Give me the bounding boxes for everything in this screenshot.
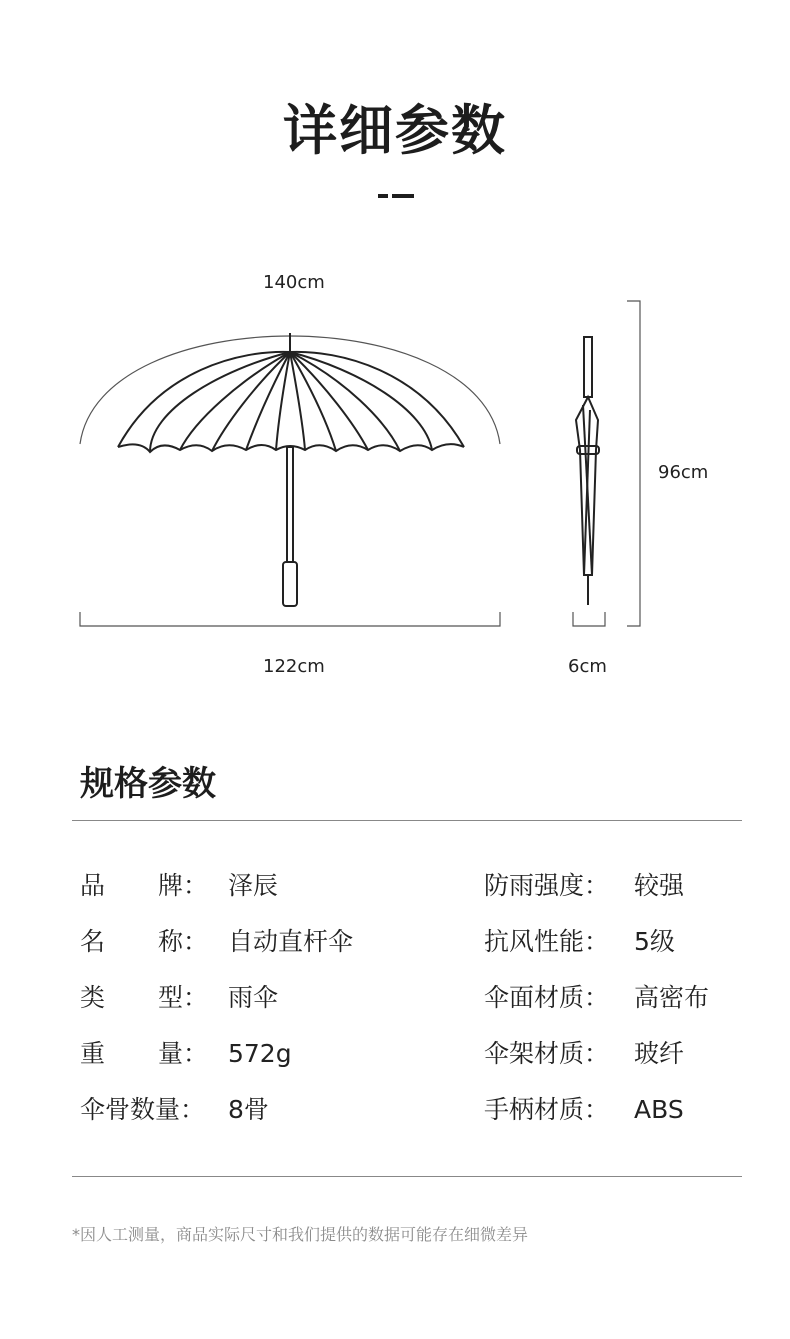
spec-key: 类 [80, 983, 106, 1012]
spec-key: 抗风性能： [484, 927, 610, 956]
spec-value: 泽辰 [228, 871, 279, 900]
spec-key: 重 [80, 1039, 106, 1068]
spec-key: 型： [158, 983, 209, 1012]
spec-key: 牌： [158, 871, 209, 900]
open-width-dimension-line [80, 612, 500, 626]
spec-value: ABS [634, 1095, 684, 1124]
spec-row-wind-resistance [484, 922, 675, 958]
spec-value: 8骨 [228, 1095, 269, 1124]
spec-key: 称： [158, 927, 209, 956]
spec-value: 572g [228, 1039, 292, 1068]
spec-value: 5级 [634, 927, 675, 956]
spec-key: 伞架材质： [484, 1039, 610, 1068]
closed-length-dimension-line [627, 301, 640, 626]
closed-umbrella-icon [576, 337, 599, 605]
spec-value: 自动直杆伞 [228, 927, 354, 956]
spec-key: 量： [158, 1039, 209, 1068]
umbrella-dimension-diagram [0, 260, 790, 640]
closed-width-label: 6cm [568, 656, 607, 677]
spec-key: 伞骨数量： [80, 1095, 206, 1124]
open-width-label: 122cm [263, 656, 325, 677]
closed-width-dimension-line [573, 612, 605, 626]
spec-key: 手柄材质： [484, 1095, 610, 1124]
spec-row-canopy-material [484, 978, 709, 1014]
spec-row-weight [80, 1034, 292, 1070]
spec-row-frame-material [484, 1034, 684, 1070]
spec-key: 防雨强度： [484, 871, 610, 900]
spec-value: 较强 [634, 871, 685, 900]
spec-value: 高密布 [634, 983, 710, 1012]
open-umbrella-icon [118, 333, 464, 606]
divider-bottom [72, 1176, 742, 1177]
spec-row-type [80, 978, 278, 1014]
page-title: 详细参数 [283, 99, 507, 162]
divider-top [72, 820, 742, 821]
spec-value: 玻纤 [634, 1039, 685, 1068]
spec-value: 雨伞 [228, 983, 279, 1012]
section-title: 规格参数 [80, 764, 216, 804]
closed-length-label: 96cm [658, 462, 709, 483]
spec-row-name [80, 922, 353, 958]
measurement-footnote: *因人工测量，商品实际尺寸和我们提供的数据可能存在细微差异 [72, 1225, 529, 1244]
spec-key: 品 [80, 871, 106, 900]
spec-row-ribs [80, 1090, 269, 1126]
spec-row-handle-material [484, 1090, 684, 1126]
open-arc-label: 140cm [263, 272, 325, 293]
title-underline-mark [378, 194, 414, 200]
spec-row-rain-resistance [484, 866, 684, 902]
spec-row-brand [80, 866, 278, 902]
spec-key: 名 [80, 927, 106, 956]
spec-key: 伞面材质： [484, 983, 610, 1012]
